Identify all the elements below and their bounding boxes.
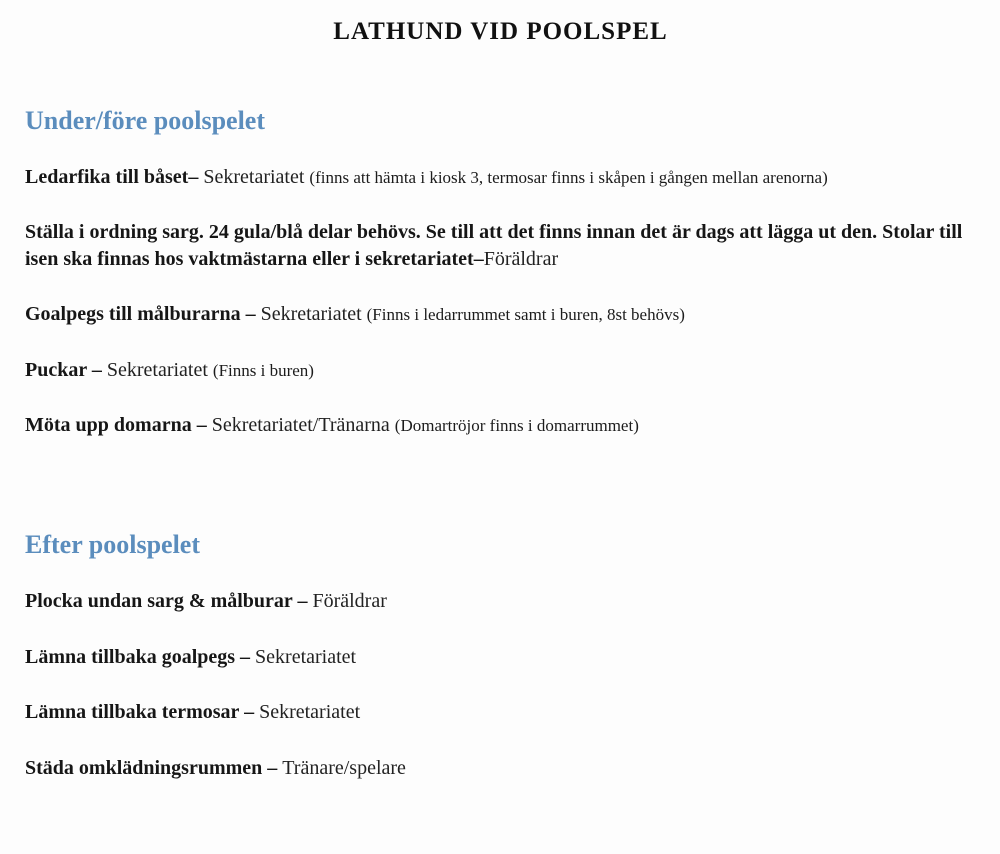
task-text: Goalpegs till målburarna –	[25, 303, 261, 326]
note-text: (Finns i ledarrummet samt i buren, 8st behövs)	[366, 305, 685, 325]
responsible-text: Tränare/spelare	[282, 756, 406, 779]
page-title: LATHUND VID POOLSPEL	[333, 18, 668, 45]
note-text: (finns att hämta i kiosk 3, termosar finns i skåpen i gången mellan arenorna)	[309, 168, 828, 187]
task-item	[25, 588, 976, 614]
responsible-text: Sekretariatet	[260, 303, 367, 326]
task-text: Plocka undan sarg & målburar –	[25, 590, 313, 613]
note-text: (Finns i buren)	[212, 360, 314, 380]
task-text: Möta upp domarna –	[25, 413, 212, 436]
section-heading-after: Efter poolspelet	[25, 530, 200, 560]
responsible-text: Sekretariatet/Tränarna	[211, 413, 395, 436]
task-text: Ledarfika till båset–	[25, 166, 204, 188]
task-item	[25, 412, 976, 438]
responsible-text: Sekretariatet	[255, 645, 357, 668]
task-item	[25, 357, 976, 383]
task-item	[25, 301, 976, 327]
responsible-text: Sekretariatet	[203, 166, 310, 188]
task-item	[25, 755, 976, 781]
note-text: (Domartröjor finns i domarrummet)	[394, 415, 639, 435]
task-item	[25, 219, 976, 272]
task-text: Ställa i ordning sarg. 24 gula/blå delar behövs. Se till att det finns innan det är dags att lägga ut den. Stolar till isen ska finnas hos vaktmästarna eller i sekretariatet–	[25, 221, 963, 270]
responsible-text: Föräldrar	[312, 590, 387, 613]
task-item	[25, 644, 976, 670]
task-text: Städa omklädningsrummen –	[25, 756, 283, 779]
responsible-text: Sekretariatet	[106, 358, 213, 381]
responsible-text: Föräldrar	[483, 247, 559, 270]
section-heading-before: Under/före poolspelet	[25, 106, 265, 135]
task-text: Lämna tillbaka termosar –	[25, 701, 260, 724]
task-text: Lämna tillbaka goalpegs –	[25, 645, 256, 668]
task-item	[25, 164, 976, 190]
responsible-text: Sekretariatet	[259, 701, 361, 724]
task-text: Puckar –	[25, 358, 107, 381]
task-item	[25, 699, 976, 725]
